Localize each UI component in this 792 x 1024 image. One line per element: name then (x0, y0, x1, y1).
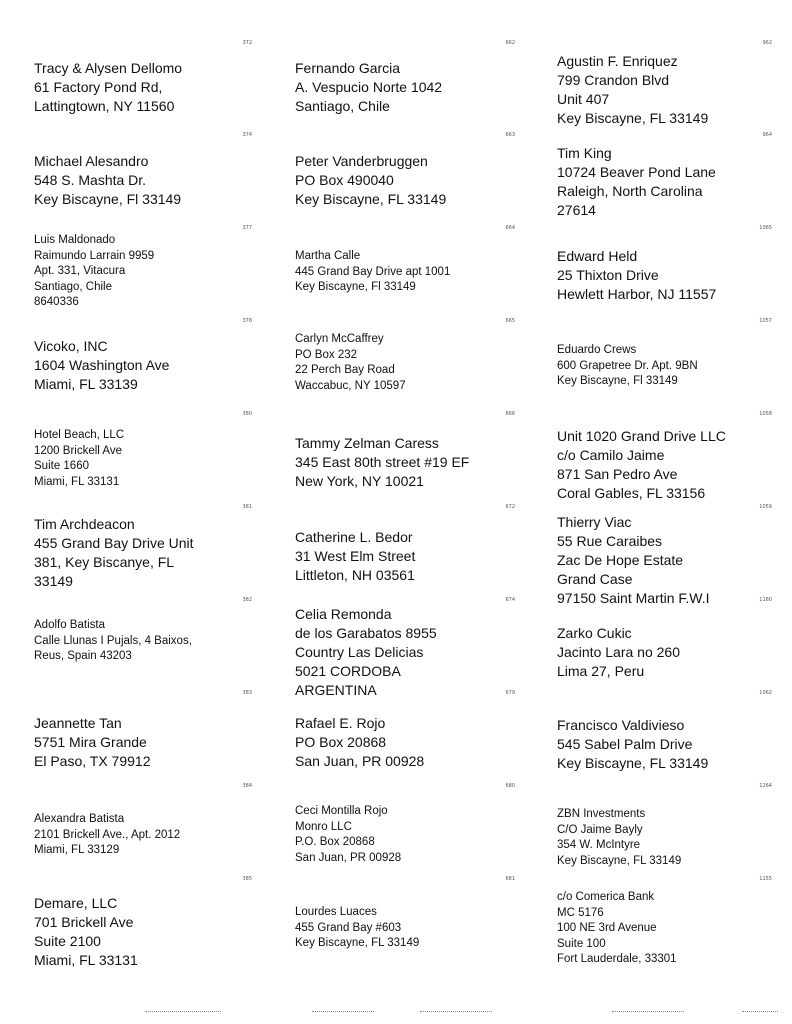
address-block (557, 890, 677, 968)
address-block (34, 233, 154, 311)
address-line: Miami, FL 33129 (34, 844, 120, 856)
address-line: de los Garabatos 8955 (295, 625, 437, 641)
address-line: A. Vespucio Norte 1042 (295, 79, 443, 95)
address-line: 10724 Beaver Pond Lane (557, 164, 716, 180)
address-line: El Paso, TX 79912 (34, 753, 151, 769)
address-block (34, 894, 138, 970)
address-block (557, 144, 716, 220)
address-line: Country Las Delicias (295, 644, 424, 660)
address-line: 5751 Mira Grande (34, 734, 147, 750)
address-block (557, 513, 710, 608)
label-number: 1059 (759, 504, 772, 510)
address-block (34, 428, 124, 490)
addressee-name: Tim King (557, 145, 612, 161)
address-line: New York, NY 10021 (295, 473, 424, 489)
address-line: 31 West Elm Street (295, 548, 416, 564)
label-number: 374 (242, 132, 252, 138)
address-line: Suite 100 (557, 937, 606, 950)
addressee-name: Peter Vanderbruggen (295, 153, 428, 169)
address-line: 455 Grand Bay #603 (295, 921, 402, 934)
address-line: Miami, FL 33131 (34, 952, 138, 968)
address-line: Jacinto Lara no 260 (557, 644, 680, 660)
address-line: 1604 Washington Ave (34, 357, 170, 373)
label-number: 662 (505, 40, 515, 46)
label-number: 674 (505, 597, 515, 603)
address-line: Waccabuc, NY 10597 (295, 379, 406, 392)
address-line: MC 5176 (557, 906, 604, 919)
address-line: 455 Grand Bay Drive Unit (34, 535, 194, 551)
addressee-name: Zarko Cukic (557, 625, 632, 641)
label-number: 1065 (759, 225, 772, 231)
label-number: 378 (242, 318, 252, 324)
addressee-name: Francisco Valdivieso (557, 717, 685, 733)
address-line: Key Biscayne, Fl 33149 (34, 191, 182, 207)
address-line: 381, Key Biscanye, FL (34, 554, 175, 570)
address-line: 100 NE 3rd Avenue (557, 922, 657, 934)
address-line: Suite 1660 (34, 460, 89, 472)
address-line: San Juan, PR 00928 (295, 851, 402, 864)
addressee-name: Carlyn McCaffrey (295, 333, 384, 345)
address-block (34, 618, 192, 665)
label-number: 665 (505, 318, 515, 324)
address-line: Littleton, NH 03561 (295, 567, 415, 583)
address-line: 545 Sabel Palm Drive (557, 736, 693, 752)
footer-dotted-mark (612, 1011, 684, 1012)
addressee-name: Catherine L. Bedor (295, 529, 413, 545)
label-number: 383 (242, 690, 252, 696)
address-block (295, 332, 406, 394)
address-line: 55 Rue Caraibes (557, 533, 663, 549)
address-line: Key Biscayne, FL 33149 (557, 110, 709, 126)
label-number: 380 (242, 411, 252, 417)
address-line: Suite 2100 (34, 933, 101, 949)
address-line: Hewlett Harbor, NJ 11557 (557, 286, 717, 302)
address-line: Key Biscayne, FL 33149 (557, 755, 709, 771)
address-line: PO Box 20868 (295, 734, 387, 750)
addressee-name: Rafael E. Rojo (295, 715, 386, 731)
address-line: 701 Brickell Ave (34, 914, 134, 930)
label-number: 1264 (759, 783, 772, 789)
label-number: 1062 (759, 690, 772, 696)
address-line: 354 W. McIntyre (557, 839, 641, 851)
label-number: 663 (505, 132, 515, 138)
address-line: Calle Llunas I Pujals, 4 Baixos, (34, 634, 192, 647)
address-block (557, 807, 681, 869)
address-line: Raleigh, North Carolina (557, 183, 703, 199)
address-line: 25 Thixton Drive (557, 267, 659, 283)
address-block (557, 624, 680, 681)
address-line: Reus, Spain 43203 (34, 650, 132, 662)
label-number: 382 (242, 597, 252, 603)
addressee-name: Michael Alesandro (34, 153, 149, 169)
address-block (34, 515, 194, 591)
address-block (557, 343, 698, 390)
addressee-name: Lourdes Luaces (295, 906, 377, 918)
label-number: 679 (505, 690, 515, 696)
address-block (34, 812, 180, 859)
address-block (295, 59, 442, 116)
address-line: c/o Camilo Jaime (557, 447, 665, 463)
address-line: San Juan, PR 00928 (295, 753, 425, 769)
addressee-name: Tim Archdeacon (34, 516, 135, 532)
addressee-name: Vicoko, INC (34, 338, 108, 354)
address-line: P.O. Box 20868 (295, 836, 375, 848)
address-line: C/O Jaime Bayly (557, 823, 643, 836)
footer-dotted-mark (312, 1011, 374, 1012)
addressee-name: Demare, LLC (34, 895, 118, 911)
addressee-name: Martha Calle (295, 250, 361, 262)
address-block (557, 427, 726, 503)
address-block (295, 152, 446, 209)
addressee-name: Hotel Beach, LLC (34, 429, 125, 441)
address-block (34, 59, 182, 116)
address-line: PO Box 490040 (295, 172, 394, 188)
address-block (557, 247, 716, 304)
label-number: 1155 (759, 876, 772, 882)
address-line: PO Box 232 (295, 348, 358, 361)
address-line: Fort Lauderdale, 33301 (557, 953, 677, 965)
address-line: 61 Factory Pond Rd, (34, 79, 163, 95)
address-line: Key Biscayne, Fl 33149 (295, 281, 416, 293)
address-line: 22 Perch Bay Road (295, 364, 395, 376)
address-line: Key Biscayne, FL 33149 (557, 854, 682, 867)
label-number: 666 (505, 411, 515, 417)
addressee-name: Luis Maldonado (34, 234, 116, 246)
address-line: 27614 (557, 202, 596, 218)
address-block (34, 337, 169, 394)
addressee-name: Tammy Zelman Caress (295, 435, 439, 451)
address-line: Lattingtown, NY 11560 (34, 98, 175, 114)
address-block (295, 605, 437, 700)
label-column-left (34, 0, 252, 1024)
address-line: Santiago, Chile (34, 280, 112, 293)
label-number: 681 (505, 876, 515, 882)
label-number: 664 (505, 225, 515, 231)
label-number: 385 (242, 876, 252, 882)
addressee-name: Jeannette Tan (34, 715, 122, 731)
address-line: Miami, FL 33139 (34, 376, 138, 392)
address-line: 2101 Brickell Ave., Apt. 2012 (34, 828, 181, 841)
address-line: 799 Crandon Blvd (557, 72, 670, 88)
addressee-name: ZBN Investments (557, 808, 646, 820)
address-block (34, 152, 181, 209)
address-block (295, 714, 424, 771)
addressee-name: Alexandra Batista (34, 813, 125, 825)
label-number: 1058 (759, 411, 772, 417)
address-line: Apt. 331, Vitacura (34, 265, 126, 277)
address-line: 600 Grapetree Dr. Apt. 9BN (557, 359, 698, 372)
address-line: ARGENTINA (295, 682, 377, 698)
address-line: 8640336 (34, 296, 79, 308)
address-line: 871 San Pedro Ave (557, 466, 678, 482)
address-line: Key Biscayne, FL 33149 (295, 191, 447, 207)
address-line: Unit 407 (557, 91, 610, 107)
addressee-name: Celia Remonda (295, 606, 392, 622)
address-line: Key Biscayne, FL 33149 (295, 937, 420, 949)
address-block (34, 714, 150, 771)
label-number: 672 (505, 504, 515, 510)
address-line: 33149 (34, 573, 73, 589)
footer-dotted-mark (420, 1011, 492, 1012)
label-number: 384 (242, 783, 252, 789)
addressee-name: Eduardo Crews (557, 344, 637, 356)
address-line: 345 East 80th street #19 EF (295, 454, 470, 470)
addressee-name: Ceci Montilla Rojo (295, 805, 388, 817)
label-number: 372 (242, 40, 252, 46)
address-line: 445 Grand Bay Drive apt 1001 (295, 265, 451, 278)
footer-dotted-mark (742, 1011, 778, 1012)
address-line: Miami, FL 33131 (34, 475, 120, 488)
label-number: 377 (242, 225, 252, 231)
addressee-name: Adolfo Batista (34, 619, 105, 631)
address-line: Monro LLC (295, 820, 352, 833)
addressee-name: Agustin F. Enriquez (557, 53, 678, 69)
address-line: Coral Gables, FL 33156 (557, 485, 706, 501)
addressee-name: c/o Comerica Bank (557, 891, 655, 903)
address-line: Santiago, Chile (295, 98, 390, 114)
label-number: 680 (505, 783, 515, 789)
label-number: 381 (242, 504, 252, 510)
label-number: 1160 (759, 597, 772, 603)
address-block (295, 804, 401, 866)
address-line: Lima 27, Peru (557, 663, 645, 679)
address-line: Zac De Hope Estate (557, 552, 684, 568)
addressee-name: Unit 1020 Grand Drive LLC (557, 428, 726, 444)
address-block (557, 52, 708, 128)
address-line: 1200 Brickell Ave (34, 444, 123, 457)
addressee-name: Thierry Viac (557, 514, 632, 530)
addressee-name: Edward Held (557, 248, 638, 264)
address-line: 548 S. Mashta Dr. (34, 172, 147, 188)
address-block (295, 434, 469, 491)
label-column-right (557, 0, 772, 1024)
label-number: 964 (762, 132, 772, 138)
address-line: 97150 Saint Martin F.W.I (557, 590, 710, 606)
label-number: 962 (762, 40, 772, 46)
addressee-name: Fernando Garcia (295, 60, 401, 76)
label-column-middle (295, 0, 515, 1024)
address-line: Grand Case (557, 571, 633, 587)
label-number: 1057 (759, 318, 772, 324)
address-block (295, 249, 450, 296)
address-line: 5021 CORDOBA (295, 663, 401, 679)
address-block (557, 716, 708, 773)
address-block (295, 905, 419, 952)
footer-dotted-mark (145, 1011, 221, 1012)
address-line: Raimundo Larrain 9959 (34, 249, 155, 262)
address-line: Key Biscayne, Fl 33149 (557, 375, 678, 387)
addressee-name: Tracy & Alysen Dellomo (34, 60, 183, 76)
address-block (295, 528, 415, 585)
